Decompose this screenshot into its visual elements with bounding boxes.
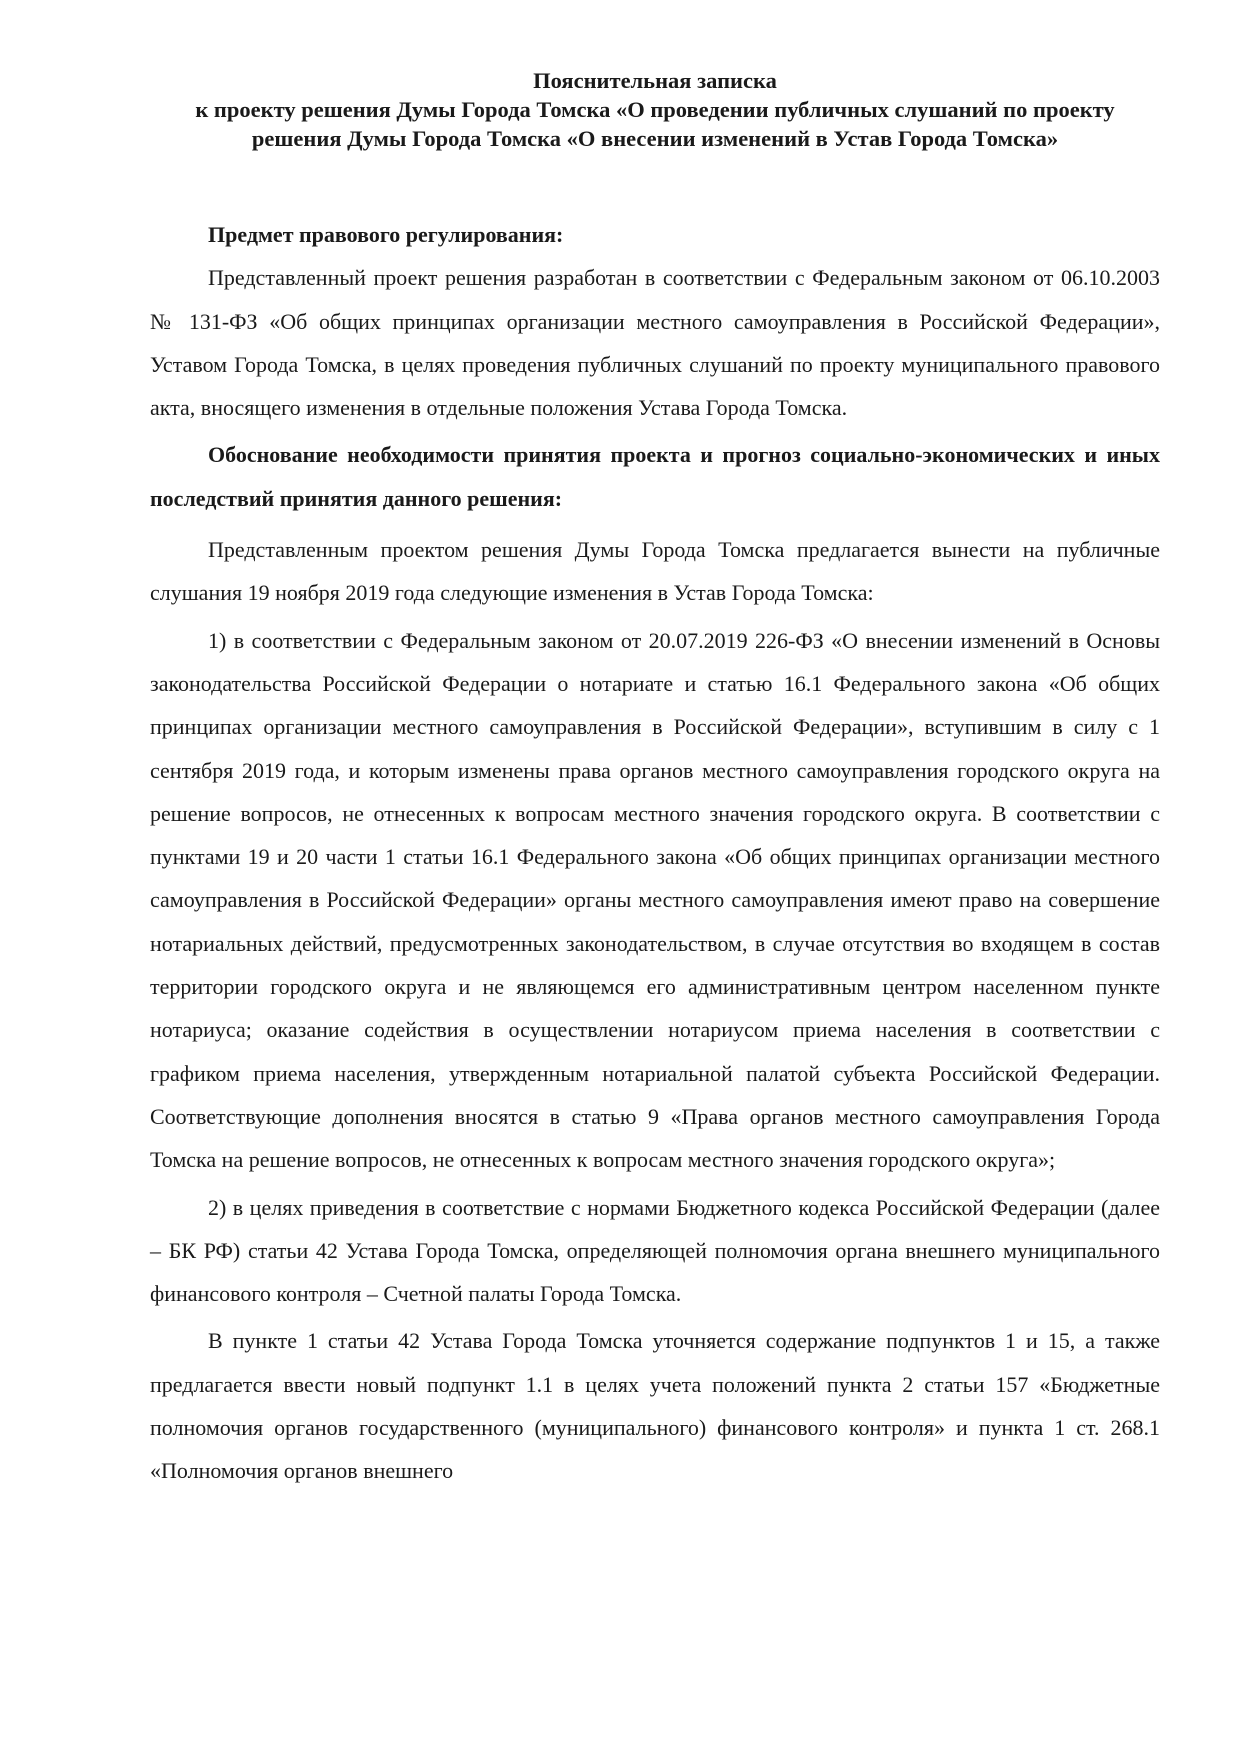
spacer [150, 153, 1160, 213]
paragraph-intro: Представленным проектом решения Думы Города Томска предлагается вынести на публичные слушания 19 ноября 2019 года следующие изменения в Устав Города Томска: [150, 537, 1160, 606]
title-line-2: к проекту решения Думы Города Томска «О проведении публичных слушаний по проекту решения Думы Города Томска «О внесении изменений в Устав Города Томска» [195, 97, 1115, 151]
title-line-1: Пояснительная записка [533, 68, 777, 93]
section-heading-rationale: Обоснование необходимости принятия проекта и прогноз социально-экономических и иных последствий принятия данного решения: [150, 442, 1160, 511]
paragraph-item-1: 1) в соответствии с Федеральным законом от 20.07.2019 226-ФЗ «О внесении изменений в Основы законодательства Российской Федерации о нотариате и статью 16.1 Федерального закона «Об общих принципах организации местного самоуправления в Российской Федерации», вступившим в силу с 1 сентября 2019 года, и которым изменены права органов местного самоуправления городского округа на решение вопросов, не отнесенных к вопросам местного значения городского округа. В соответствии с пунктами 19 и 20 части 1 статьи 16.1 Федерального закона «Об общих принципах организации местного самоуправления в Российской Федерации» органы местного самоуправления имеют право на совершение нотариальных действий, предусмотренных законодательством, в случае отсутствия во входящем в состав территории городского округа и не являющемся его административным центром населенном пункте нотариуса; оказание содействия в осуществлении нотариусом приема населения в соответствии с графиком приема населения, утвержденным нотариальной палатой субъекта Российской Федерации. Соответствующие дополнения вносятся в статью 9 «Права органов местного самоуправления Города Томска на решение вопросов, не отнесенных к вопросам местного значения городского округа»; [150, 627, 1160, 1173]
paragraph-article-42: В пункте 1 статьи 42 Устава Города Томска уточняется содержание подпунктов 1 и 15, а также предлагается ввести новый подпункт 1.1 в целях учета положений пункта 2 статьи 157 «Бюджетные полномочия органов государственного (муниципального) финансового контроля» и пункта 1 ст. 268.1 «Полномочия органов внешнего [150, 1328, 1160, 1484]
document-page [150, 66, 1160, 1493]
paragraph-item-2: 2) в целях приведения в соответствие с нормами Бюджетного кодекса Российской Федерации (далее – БК РФ) статьи 42 Устава Города Томска, определяющей полномочия органа внешнего муниципального финансового контроля – Счетной палаты Города Томска. [150, 1194, 1160, 1307]
section-heading-subject: Предмет правового регулирования: [208, 222, 564, 247]
document-title [150, 66, 1160, 153]
paragraph-subject: Представленный проект решения разработан в соответствии с Федеральным законом от 06.10.2003 № 131-ФЗ «Об общих принципах организации местного самоуправления в Российской Федерации», Уставом Города Томска, в целях проведения публичных слушаний по проекту муниципального правового акта, вносящего изменения в отдельные положения Устава Города Томска. [150, 265, 1160, 421]
spacer [150, 520, 1160, 528]
